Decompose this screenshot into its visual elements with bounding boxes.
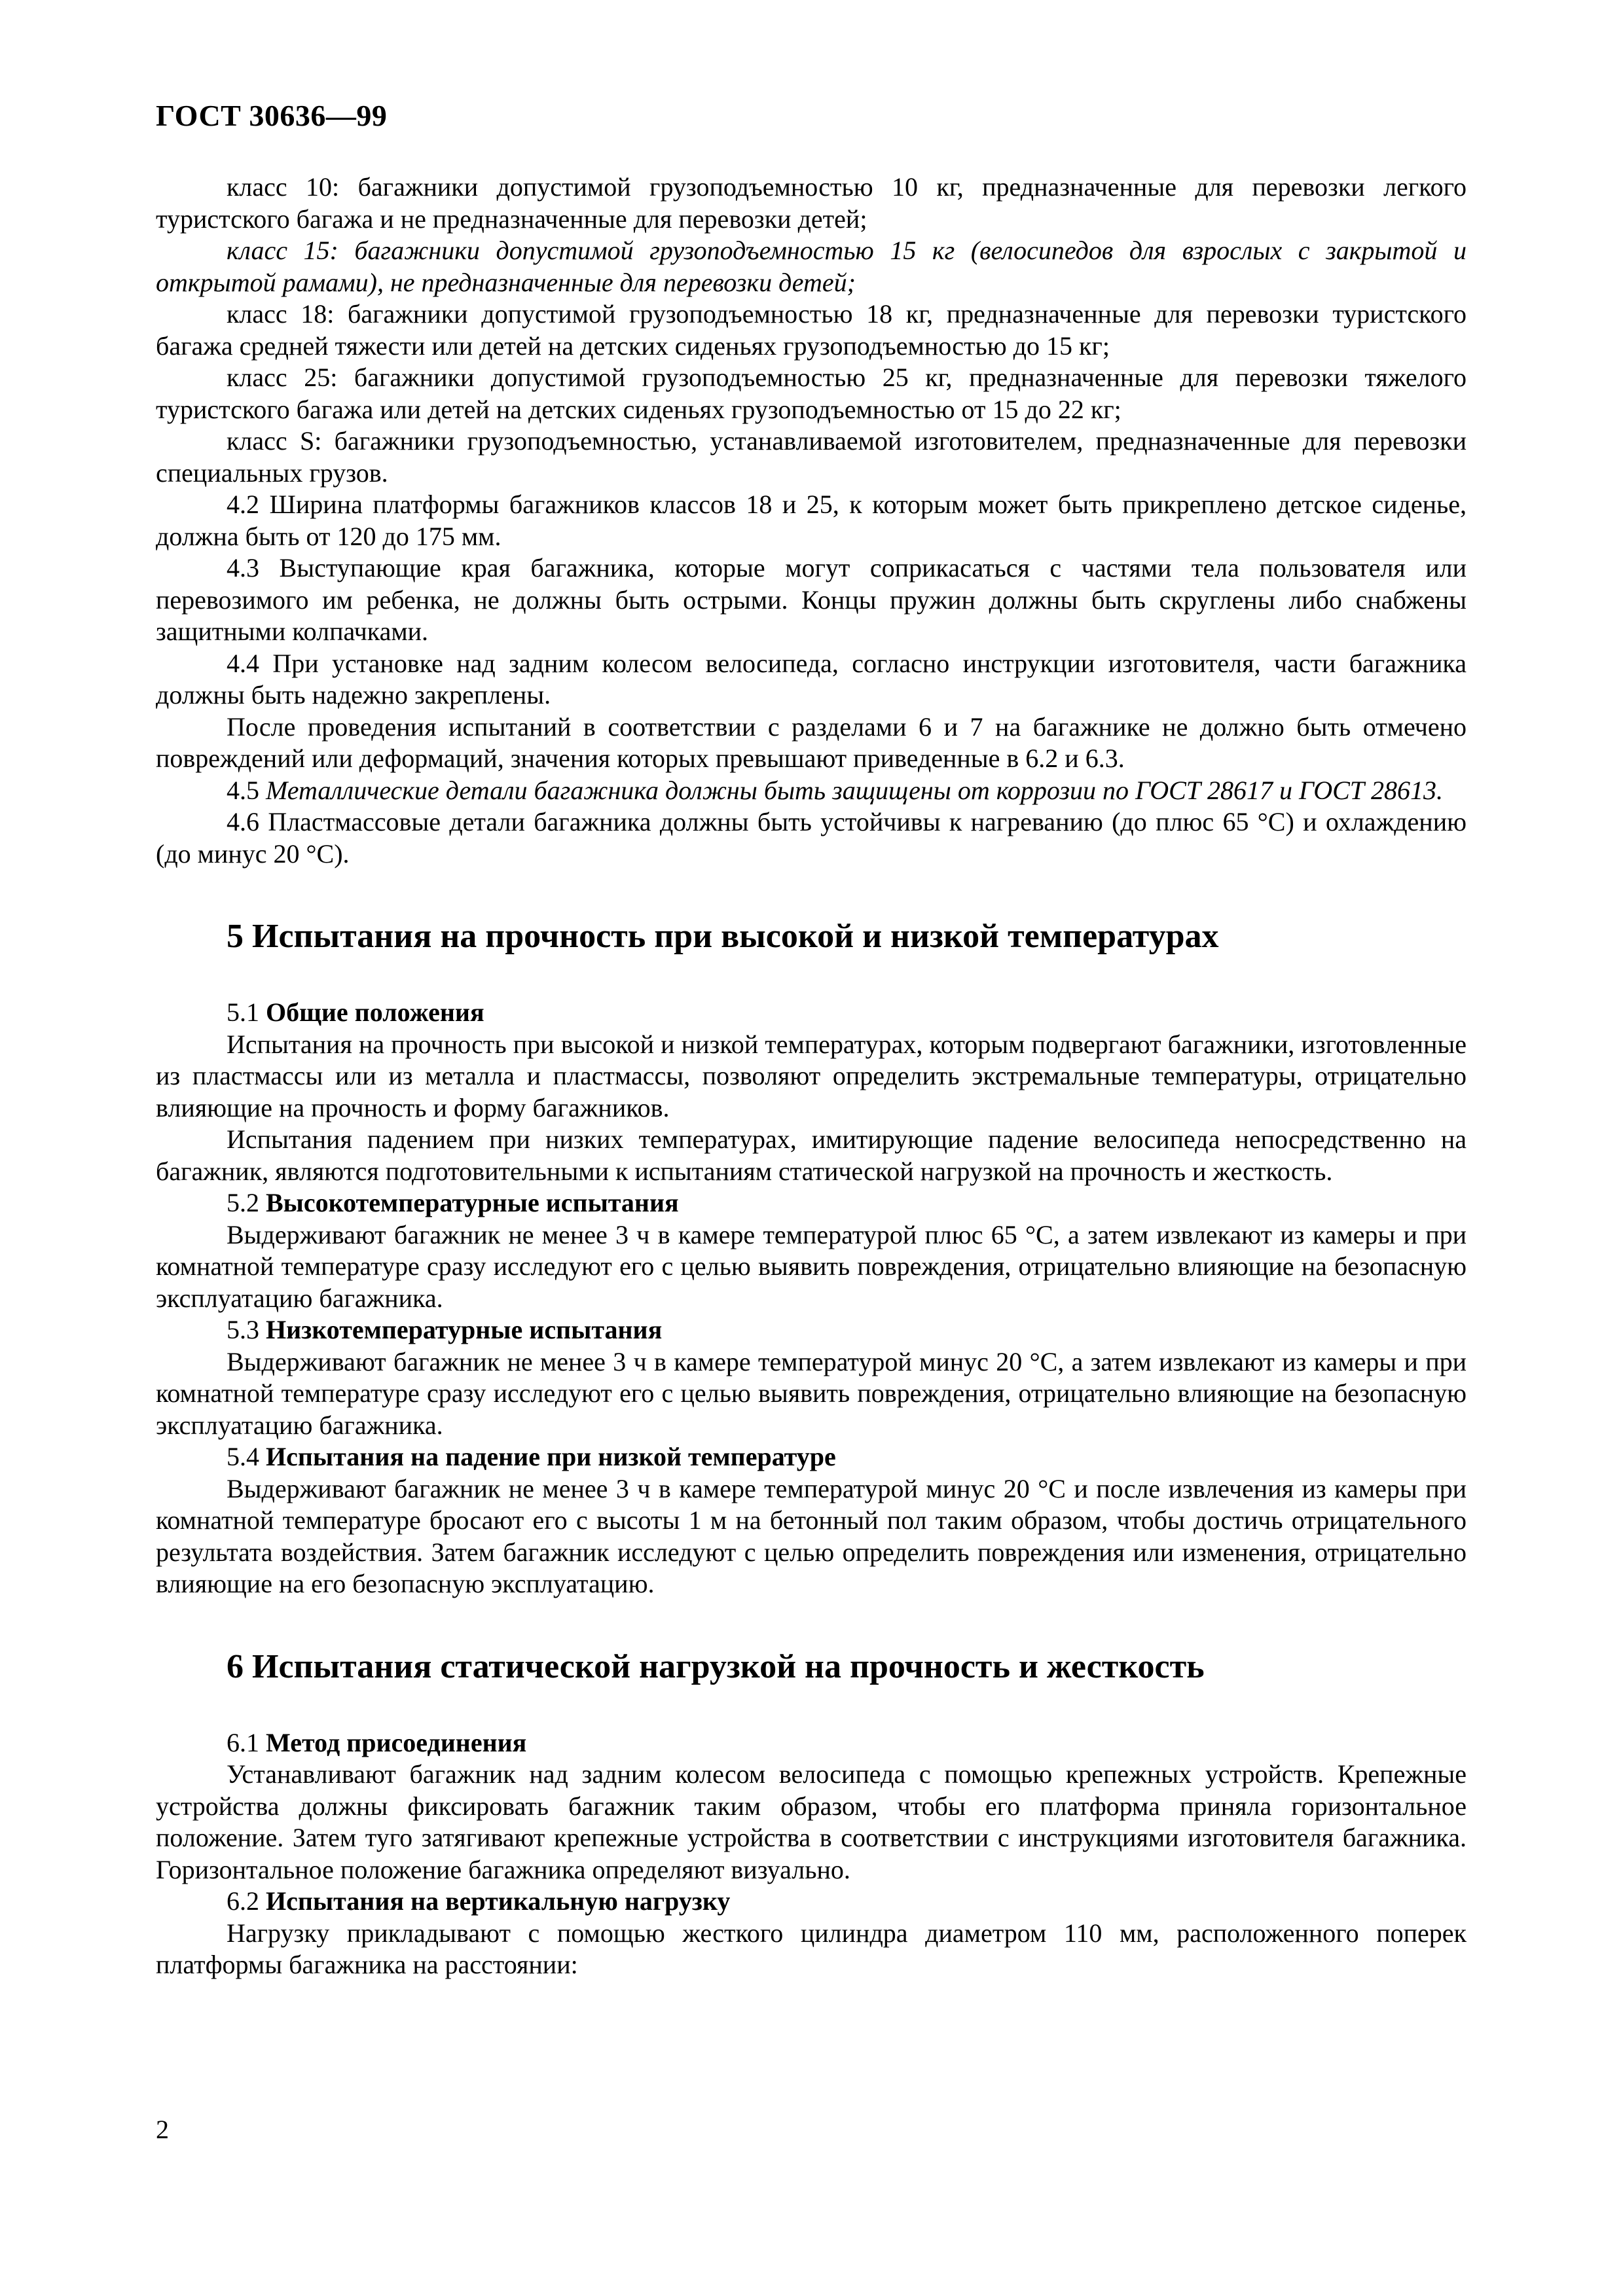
paragraph: класс 15: багажники допустимой грузоподъемностью 15 кг (велосипедов для взрослых с закрытой и открытой рамами), не предназначенные для перевозки детей; bbox=[156, 236, 1467, 297]
paragraph: Устанавливают багажник над задним колесом велосипеда с помощью крепежных устройств. Крепежные устройства должны фиксировать багажник таким образом, чтобы его платформа приняла горизонтальное положение. Затем туго затягивают крепежные устройства в соответствии с инструкциями изготовителя багажника. Горизонтальное положение багажника определяют визуально. bbox=[156, 1759, 1467, 1884]
paragraph: 4.4 При установке над задним колесом велосипеда, согласно инструкции изготовителя, части багажника должны быть надежно закреплены. bbox=[156, 648, 1467, 709]
document-code-header: ГОСТ 30636—99 bbox=[156, 99, 388, 132]
subsection-title: Испытания на вертикальную нагрузку bbox=[266, 1886, 731, 1916]
subsection-heading bbox=[156, 1314, 1467, 1346]
document-body bbox=[156, 171, 1467, 1981]
paragraph: Испытания на прочность при высокой и низкой температурах, которым подвергают багажники, изготовленные из пластмассы или из металла и пластмассы, позволяют определить экстремальные температуры, отрицательно влияющие на прочность и форму багажников. bbox=[156, 1029, 1467, 1122]
clause-text: Металлические детали багажника должны быть защищены от коррозии по ГОСТ 28617 и ГОСТ 28613. bbox=[266, 775, 1444, 805]
paragraph: После проведения испытаний в соответствии с разделами 6 и 7 на багажнике не должно быть отмечено повреждений или деформаций, значения которых превышают приведенные в 6.2 и 6.3. bbox=[156, 711, 1467, 773]
subsection-heading bbox=[156, 1187, 1467, 1219]
subsection-title: Общие положения bbox=[266, 997, 484, 1027]
paragraph: класс 18: багажники допустимой грузоподъемностью 18 кг, предназначенные для перевозки туристского багажа средней тяжести или детей на детских сиденьях грузоподъемностью до 15 кг; bbox=[156, 299, 1467, 361]
paragraph: 4.3 Выступающие края багажника, которые могут соприкасаться с частями тела пользователя или перевозимого им ребенка, не должны быть острыми. Концы пружин должны быть скруглены либо снабжены защитными колпачками. bbox=[156, 553, 1467, 646]
paragraph: класс S: багажники грузоподъемностью, устанавливаемой изготовителем, предназначенные для перевозки специальных грузов. bbox=[156, 426, 1467, 488]
subsection-number: 6.2 bbox=[227, 1886, 259, 1916]
subsection-number: 5.4 bbox=[227, 1442, 259, 1471]
subsection-heading bbox=[156, 1727, 1467, 1759]
paragraph: Выдерживают багажник не менее 3 ч в камере температурой плюс 65 °С, а затем извлекают из камеры и при комнатной температуре сразу исследуют его с целью выявить повреждения, отрицательно влияющие на безопасную эксплуатацию багажника. bbox=[156, 1219, 1467, 1313]
paragraph: 4.6 Пластмассовые детали багажника должны быть устойчивы к нагреванию (до плюс 65 °С) и охлаждению (до минус 20 °С). bbox=[156, 807, 1467, 869]
section-spacer bbox=[156, 956, 1467, 997]
paragraph bbox=[156, 775, 1467, 807]
paragraph: Нагрузку прикладывают с помощью жесткого цилиндра диаметром 110 мм, расположенного поперек платформы багажника на расстоянии: bbox=[156, 1918, 1467, 1979]
subsection-number: 5.3 bbox=[227, 1315, 259, 1344]
paragraph: Выдерживают багажник не менее 3 ч в камере температурой минус 20 °С и после извлечения из камеры при комнатной температуре бросают его с высоты 1 м на бетонный пол таким образом, чтобы достичь отрицательного результата воздействия. Затем багажник исследуют с целью определить повреждения или изменения, отрицательно влияющие на его безопасную эксплуатацию. bbox=[156, 1473, 1467, 1598]
subsection-number: 6.1 bbox=[227, 1727, 259, 1757]
paragraph: Выдерживают багажник не менее 3 ч в камере температурой минус 20 °С, а затем извлекают из камеры и при комнатной температуре сразу исследуют его с целью выявить повреждения, отрицательно влияющие на безопасную эксплуатацию багажника. bbox=[156, 1346, 1467, 1440]
subsection-title: Низкотемпературные испытания bbox=[266, 1315, 663, 1344]
section-heading: 6 Испытания статической нагрузкой на прочность и жесткость bbox=[227, 1647, 1205, 1685]
page-number: 2 bbox=[156, 2115, 169, 2144]
subsection-heading bbox=[156, 1886, 1467, 1918]
subsection-title: Испытания на падение при низкой температуре bbox=[266, 1442, 836, 1471]
section-spacer bbox=[156, 1687, 1467, 1727]
subsection-heading bbox=[156, 1441, 1467, 1473]
subsection-title: Метод присоединения bbox=[266, 1727, 527, 1757]
subsection-number: 5.1 bbox=[227, 997, 259, 1027]
subsection-heading bbox=[156, 997, 1467, 1029]
paragraph: класс 10: багажники допустимой грузоподъемностью 10 кг, предназначенные для перевозки легкого туристского багажа и не предназначенные для перевозки детей; bbox=[156, 172, 1467, 234]
section-heading: 5 Испытания на прочность при высокой и низкой температурах bbox=[227, 918, 1219, 955]
subsection-number: 5.2 bbox=[227, 1188, 259, 1217]
paragraph: Испытания падением при низких температурах, имитирующие падение велосипеда непосредственно на багажник, являются подготовительными к испытаниям статической нагрузкой на прочность и жесткость. bbox=[156, 1124, 1467, 1186]
section-spacer bbox=[156, 1600, 1467, 1647]
clause-number: 4.5 bbox=[227, 775, 259, 805]
paragraph: класс 25: багажники допустимой грузоподъемностью 25 кг, предназначенные для перевозки тяжелого туристского багажа или детей на детских сиденьях грузоподъемностью от 15 до 22 кг; bbox=[156, 363, 1467, 424]
section-spacer bbox=[156, 870, 1467, 917]
subsection-title: Высокотемпературные испытания bbox=[266, 1188, 679, 1217]
paragraph: 4.2 Ширина платформы багажников классов 18 и 25, к которым может быть прикреплено детское сиденье, должна быть от 120 до 175 мм. bbox=[156, 490, 1467, 551]
